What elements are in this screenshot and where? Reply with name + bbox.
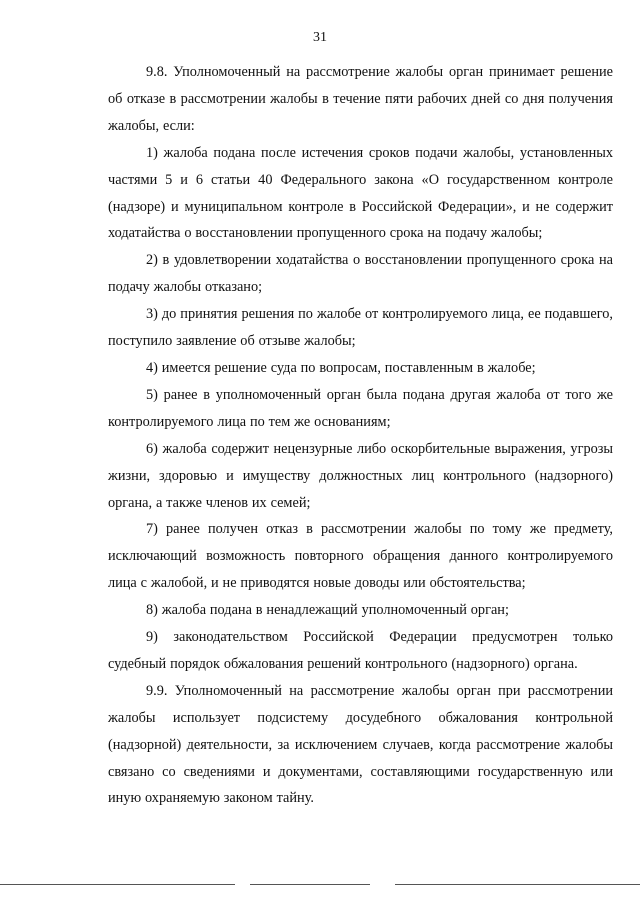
footer-rule-right xyxy=(395,884,640,885)
footer-rule-left xyxy=(0,884,235,885)
list-item-4: 4) имеется решение суда по вопросам, поставленным в жалобе; xyxy=(146,359,536,376)
list-item-2: 2) в удовлетворении ходатайства о восстановлении пропущенного срока на подачу жалобы отказано; xyxy=(108,252,613,296)
paragraph-9-8: 9.8. Уполномоченный на рассмотрение жалобы орган принимает решение об отказе в рассмотрении жалобы в течение пяти рабочих дней со дня получения жалобы, если: xyxy=(108,64,613,134)
list-item-7: 7) ранее получен отказ в рассмотрении жалобы по тому же предмету, исключающий возможность повторного обращения данного контролируемого лица с жалобой, и не приводятся новые доводы или обстоятельства; xyxy=(108,521,613,592)
list-item-8: 8) жалоба подана в ненадлежащий уполномоченный орган; xyxy=(146,602,509,619)
document-body xyxy=(108,59,613,812)
page-number: 31 xyxy=(313,30,327,45)
paragraph-9-9: 9.9. Уполномоченный на рассмотрение жалобы орган при рассмотрении жалобы использует подсистему досудебного обжалования контрольной (надзорной) деятельности, за исключением случаев, когда рассмотрение жалобы связано со сведениями и документами, составляющими государственную или иную охраняемую законом тайну. xyxy=(108,682,613,807)
list-item-9: 9) законодательством Российской Федерации предусмотрен только судебный порядок обжалования решений контрольного (надзорного) органа. xyxy=(108,629,613,672)
footer-rule-middle xyxy=(250,884,370,885)
list-item-6: 6) жалоба содержит нецензурные либо оскорбительные выражения, угрозы жизни, здоровью и имуществу должностных лиц контрольного (надзорного) органа, а также членов их семей; xyxy=(108,440,613,511)
list-item-1: 1) жалоба подана после истечения сроков подачи жалобы, установленных частями 5 и 6 статьи 40 Федерального закона «О государственном контроле (надзоре) и муниципальном контроле в Российской Федерации», и не содержит ходатайства о восстановлении пропущенного срока на подачу жалобы; xyxy=(108,144,613,242)
list-item-5: 5) ранее в уполномоченный орган была подана другая жалоба от того же контролируемого лица по тем же основаниям; xyxy=(108,386,613,430)
list-item-3: 3) до принятия решения по жалобе от контролируемого лица, ее подавшего, поступило заявление об отзыве жалобы; xyxy=(108,306,613,350)
